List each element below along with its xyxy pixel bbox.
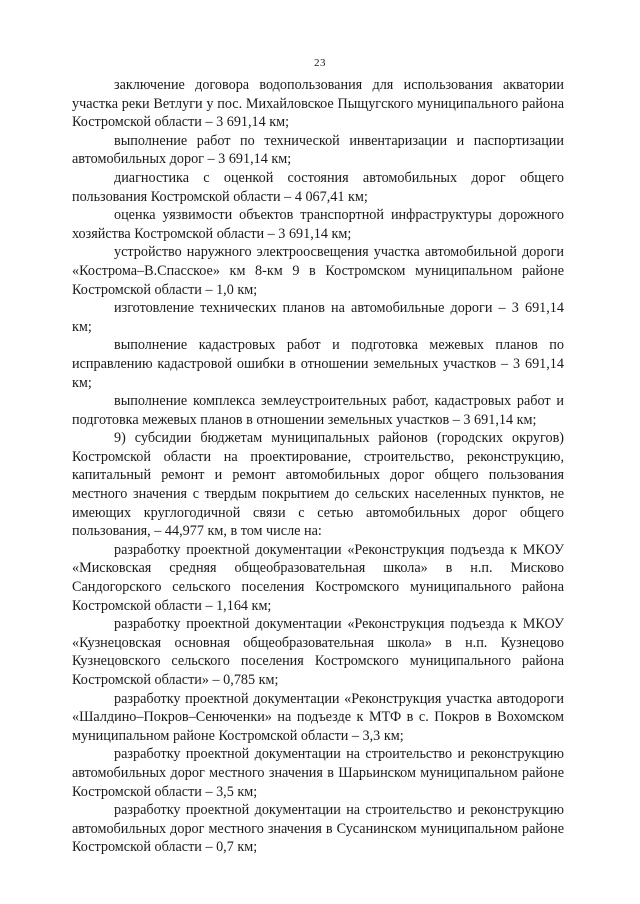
paragraph-vulnerability-assessment: оценка уязвимости объектов транспортной инфраструктуры дорожного хозяйства Костромской области – 3 691,14 км; bbox=[72, 207, 564, 242]
paragraph-design-sharya: разработку проектной документации на строительство и реконструкцию автомобильных дорог местного значения в Шарьинском муниципальном районе Костромской области – 3,5 км; bbox=[72, 746, 564, 800]
page-number: 23 bbox=[314, 57, 326, 69]
paragraph-land-management: выполнение комплекса землеустроительных работ, кадастровых работ и подготовка межевых планов в отношении земельных участков – 3 691,14 км; bbox=[72, 393, 564, 428]
paragraph-design-pokrov: разработку проектной документации «Реконструкция участка автодороги «Шалдино–Покров–Сенюченки» на подъезде к МТФ в с. Покров в Вохомском муниципальном районе Костромской области – 3,3 км; bbox=[72, 690, 564, 744]
paragraph-subsidies-item-9: 9) субсидии бюджетам муниципальных районов (городских округов) Костромской области на проектирование, строительство, реконструкцию, капитальный ремонт и ремонт автомобильных дорог общего пользования местного значения с твердым покрытием до сельских населенных пунктов, не имеющих круглогодичной связи с сетью автомобильных дорог общего пользования, – 44,977 км, в том числе на: bbox=[72, 430, 564, 540]
paragraph-design-miskovo: разработку проектной документации «Реконструкция подъезда к МКОУ «Мисковская средняя общеобразовательная школа» в н.п. Мисково Сандогорского сельского поселения Костромского муниципального района Костромской области – 1,164 км; bbox=[72, 541, 564, 614]
paragraph-diagnostics: диагностика с оценкой состояния автомобильных дорог общего пользования Костромской области – 4 067,41 км; bbox=[72, 169, 564, 205]
paragraph-cadastral-correction: выполнение кадастровых работ и подготовка межевых планов по исправлению кадастровой ошибки в отношении земельных участков – 3 691,14 км; bbox=[72, 337, 564, 391]
paragraph-design-susanino: разработку проектной документации на строительство и реконструкцию автомобильных дорог местного значения в Сусанинском муниципальном районе Костромской области – 0,7 км; bbox=[72, 802, 564, 856]
paragraph-technical-plans: изготовление технических планов на автомобильные дороги – 3 691,14 км; bbox=[72, 300, 564, 335]
paragraph-technical-inventory: выполнение работ по технической инвентаризации и паспортизации автомобильных дорог – 3 691,14 км; bbox=[72, 132, 564, 168]
paragraph-design-kuznetsovo: разработку проектной документации «Реконструкция подъезда к МКОУ «Кузнецовская основная общеобразовательная школа» в н.п. Кузнецово Кузнецовского сельского поселения Костромского муниципального района Костромской области» – 0,785 км; bbox=[72, 616, 564, 688]
document-body bbox=[72, 76, 564, 857]
paragraph-street-lighting: устройство наружного электроосвещения участка автомобильной дороги «Кострома–В.Спасское» км 8-км 9 в Костромском муниципальном районе Костромской области – 1,0 км; bbox=[72, 244, 564, 298]
paragraph-water-use-agreement: заключение договора водопользования для использования акватории участка реки Ветлуги у пос. Михайловское Пыщугского муниципального района Костромской области – 3 691,14 км; bbox=[72, 77, 564, 131]
